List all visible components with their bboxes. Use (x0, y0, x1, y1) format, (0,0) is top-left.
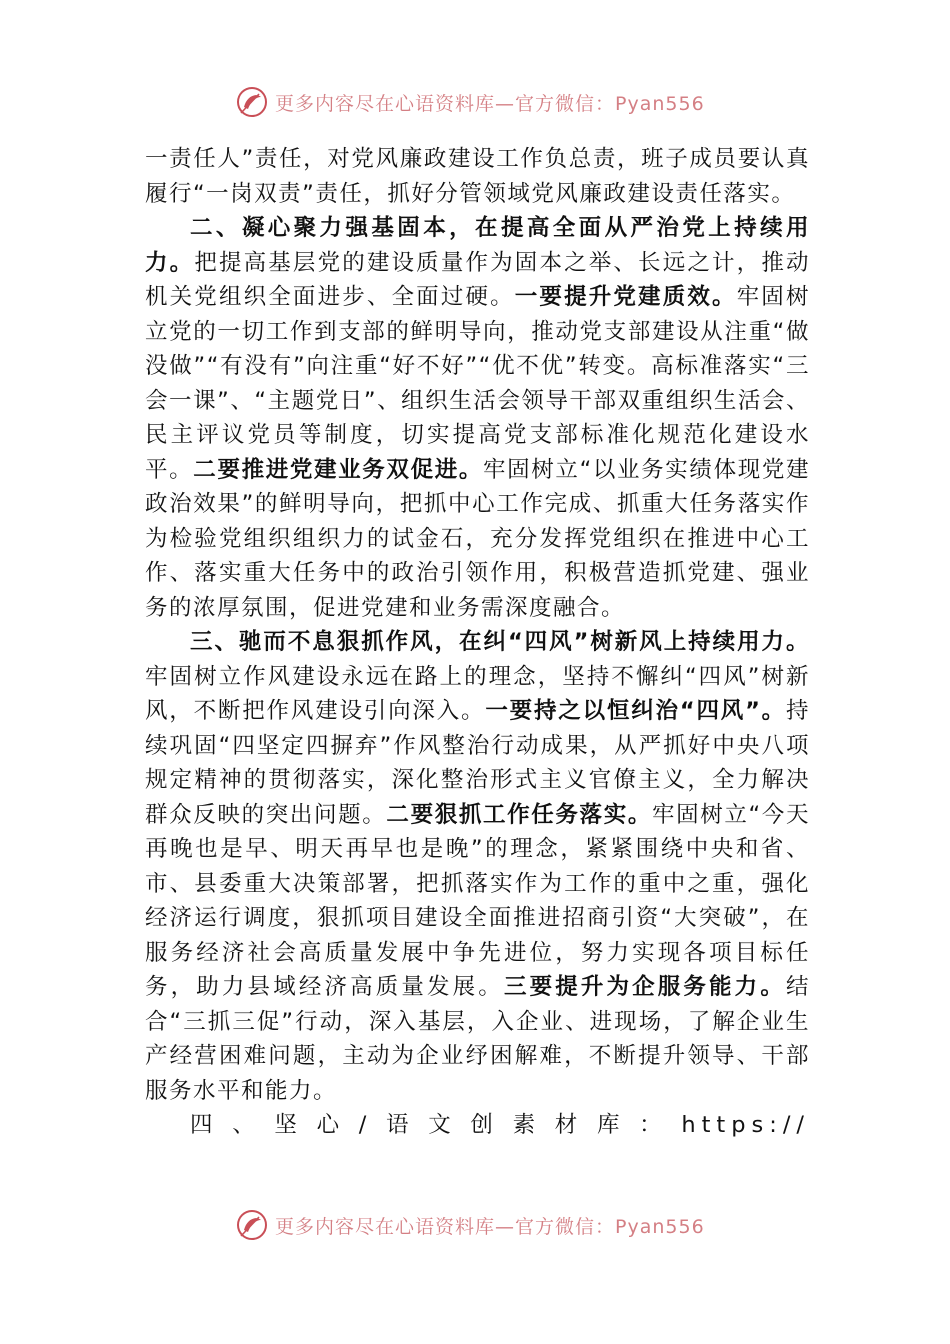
watermark-text: 更多内容尽在心语资料库—官方微信：Pyan556 (275, 1215, 705, 1238)
paragraph-3-point-1: 一要持之以恒纠治“四风”。 (485, 698, 786, 724)
paragraph-3-point-3: 三要提升为企服务能力。 (503, 974, 786, 1000)
paragraph-3 (145, 625, 810, 1108)
paragraph-4: 四、坚心/语文创素材库：https:// (190, 1112, 810, 1138)
section-heading-2: 二、凝心聚力强基固本，在提高全面从严治党上持续用力。 (145, 215, 810, 276)
brand-logo-icon (235, 1208, 269, 1242)
paragraph-2 (145, 211, 810, 625)
paragraph-2-text-1: 把提高基层党的建设质量作为固本之举、长远之计，推动机关党组织全面进步、全面过硬。 (145, 249, 810, 310)
paragraph-3-text-4: 结合“三抓三促”行动，深入基层，入企业、进现场，了解企业生产经营困难问题，主动为企业纾困解难，不断提升领导、干部服务水平和能力。 (145, 974, 810, 1104)
brand-logo-icon (235, 85, 269, 119)
watermark-text: 更多内容尽在心语资料库—官方微信：Pyan556 (275, 92, 705, 115)
paragraph-3-text-2: 持续巩固“四坚定四摒弃”作风整治行动成果，从严抓好中央八项规定精神的贯彻落实，深化整治形式主义官僚主义，全力解决群众反映的突出问题。 (145, 698, 810, 828)
paragraph-3-text-1: 牢固树立作风建设永远在路上的理念，坚持不懈纠“四风”树新风，不断把作风建设引向深入。 (145, 663, 810, 724)
paragraph-3-point-2: 二要狠抓工作任务落实。 (386, 801, 652, 828)
paragraph-1: 一责任人”责任，对党风廉政建设工作负总责，班子成员要认真履行“一岗双责”责任，抓好分管领域党风廉政建设责任落实。 (145, 146, 810, 207)
watermark-header (235, 85, 705, 119)
watermark-footer (235, 1208, 705, 1242)
paragraph-2-text-2: 牢固树立党的一切工作到支部的鲜明导向，推动党支部建设从注重“做没做”“有没有”向注重“好不好”“优不优”转变。高标准落实“三会一课”、“主题党日”、组织生活会领导干部双重组织生活会、民主评议党员等制度，切实提高党支部标准化规范化建设水平。 (145, 284, 810, 483)
paragraph-3-text-3: 牢固树立“今天再晚也是早、明天再早也是晚”的理念，紧紧围绕中央和省、市、县委重大决策部署，把抓落实作为工作的重中之重，强化经济运行调度，狠抓项目建设全面推进招商引资“大突破”，在服务经济社会高质量发展中争先进位，努力实现各项目标任务，助力县域经济高质量发展。 (145, 801, 810, 1000)
paragraph-2-point-1: 一要提升党建质效。 (514, 284, 737, 310)
section-heading-3: 三、驰而不息狠抓作风，在纠“四风”树新风上持续用力。 (190, 629, 810, 655)
paragraph-2-text-3: 牢固树立“以业务实绩体现党建政治效果”的鲜明导向，把抓中心工作完成、抓重大任务落实作为检验党组织组织力的试金石，充分发挥党组织在推进中心工作、落实重大任务中的政治引领作用，积极营造抓党建、强业务的浓厚氛围，促进党建和业务需深度融合。 (145, 456, 810, 621)
paragraph-2-point-2: 二要推进党建业务双促进。 (193, 456, 483, 483)
document-body (145, 142, 810, 1143)
